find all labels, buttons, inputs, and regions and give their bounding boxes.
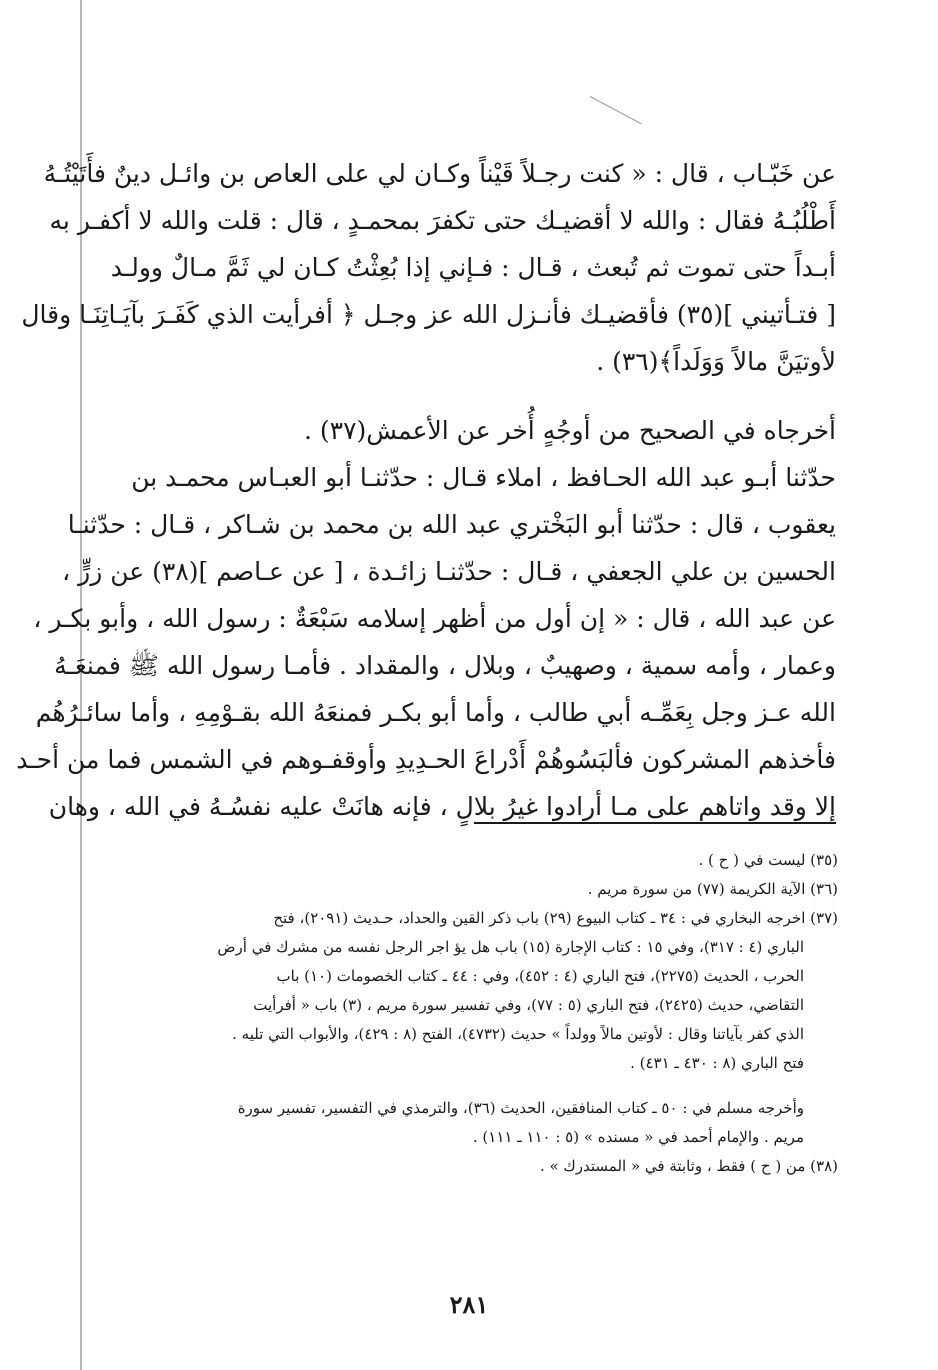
text-line: إلا وقد واتاهم على مـا أرادوا غيرُ بلالٍ ، فإنه هانَتْ عليه نفسُـهُ في الله ، وهان xyxy=(48,792,836,821)
footnote-37-line: الباري (٤ : ٣١٧)، وفي ١٥ : كتاب الإجارة (١٥) باب هل يؤ اجر الرجل نفسه من مشرك في أرض xyxy=(217,938,804,956)
text-line: الحسين بن علي الجعفي ، قـال : حدّثنـا زائـدة ، [ عن عـاصم ](٣٨) عن زرٍّ ، xyxy=(62,557,836,586)
text-line: يعقوب ، قال : حدّثنا أبو البَخْتري عبد الله بن محمد بن شـاكر ، قـال : حدّثنـا xyxy=(67,510,836,539)
text-line: أَطْلُبُـهُ فقال : والله لا أقضيـك حتى تكفرَ بمحمـدٍ ، قال : قلت والله لا أكفـر به xyxy=(49,206,836,235)
footnote-37-line: (٣٧) اخرجه البخاري في : ٣٤ ـ كتاب البيوع (٢٩) باب ذكر القين والحداد، حـديث (٢٠٩١)، فتح xyxy=(273,909,838,927)
footnote-38: (٣٨) من ( ح ) فقط ، وثابتة في « المستدرك » . xyxy=(539,1157,838,1175)
text-line: وعمار ، وأمه سمية ، وصهيبٌ ، وبلال ، والمقداد . فأمـا رسول الله ﷺ فمنعَـهُ xyxy=(54,651,836,680)
text-line: أبـداً حتى تموت ثم تُبعث ، قـال : فـإني إذا بُعِثْتُ كـان لي ثَمَّ مـالٌ وولـد xyxy=(110,253,836,282)
text-line: أخرجاه في الصحيح من أوجُهٍ أُخر عن الأعمش(٣٧) . xyxy=(304,416,836,445)
text-line: لأوتيَنَّ مالاً وَوَلَداً﴾(٣٦) . xyxy=(596,347,836,376)
text-line: حدّثنا أبـو عبد الله الحـافظ ، املاء قـال : حدّثنـا أبو العبـاس محمـد بن xyxy=(131,463,836,492)
scan-artifact-mark xyxy=(590,96,642,124)
footnote-37-continuation: مريم . والإمام أحمد في « مسنده » (٥ : ١١٠ ـ ١١١) . xyxy=(472,1128,804,1146)
text-line: الله عـز وجل بِعَمِّـه أبي طالب ، وأما أبو بكـر فمنعَهُ الله بقـوْمِهِ ، وأما سائـرُهُم xyxy=(35,698,836,727)
main-text-body xyxy=(16,150,836,830)
text-line: فأخذهم المشركون فألبَسُوهُمْ أَدْراعَ الحـدِيدِ وأوقفـوهم في الشمس فما من أحـد xyxy=(16,745,836,774)
footnote-35: (٣٥) ليست في ( ح ) . xyxy=(698,851,838,869)
page-number: ٢٨١ xyxy=(449,1290,489,1319)
footnotes-section xyxy=(110,846,838,1181)
text-line: عن خَبّـاب ، قال : « كنت رجـلاً قَيْناً وكـان لي على العاص بن وائـل دينٌ فأَتَيْتُـهُ xyxy=(43,159,836,188)
text-line: [ فتـأتيني ](٣٥) فأقضيـك فأنـزل الله عز وجـل ﴿ أفرأيت الذي كَفَـرَ بآيَـاتِنَـا وقال xyxy=(21,300,836,329)
footnote-37-line: الذي كفر بآياتنا وقال : لأوتين مالاً وولداً » حديث (٤٧٣٢)، الفتح (٨ : ٤٢٩)، والأبواب التي تليه . xyxy=(232,1025,804,1043)
footnote-separator xyxy=(474,822,836,824)
footnote-37-line: التقاضي، حديث (٢٤٢٥)، فتح الباري (٥ : ٧٧)، وفي تفسير سورة مريم ، (٣) باب « أفرأيت xyxy=(253,996,804,1014)
footnote-37-line: فتح الباري (٨ : ٤٣٠ ـ ٤٣١) . xyxy=(630,1054,804,1072)
footnote-37-continuation: وأخرجه مسلم في : ٥٠ ـ كتاب المنافقين، الحديث (٣٦)، والترمذي في التفسير، تفسير سورة xyxy=(237,1099,804,1117)
paragraph-gap xyxy=(118,385,836,407)
footnote-36: (٣٦) الآية الكريمة (٧٧) من سورة مريم . xyxy=(587,880,838,898)
text-line: عن عبد الله ، قال : « إن أول من أظهر إسلامه سَبْعَةٌ : رسول الله ، وأبو بكـر ، xyxy=(33,604,836,633)
footnote-gap xyxy=(110,1078,838,1094)
footnote-37-line: الحرب ، الحديث (٢٢٧٥)، فتح الباري (٤ : ٤٥٢)، وفي : ٤٤ ـ كتاب الخصومات (١٠) باب xyxy=(276,967,804,985)
